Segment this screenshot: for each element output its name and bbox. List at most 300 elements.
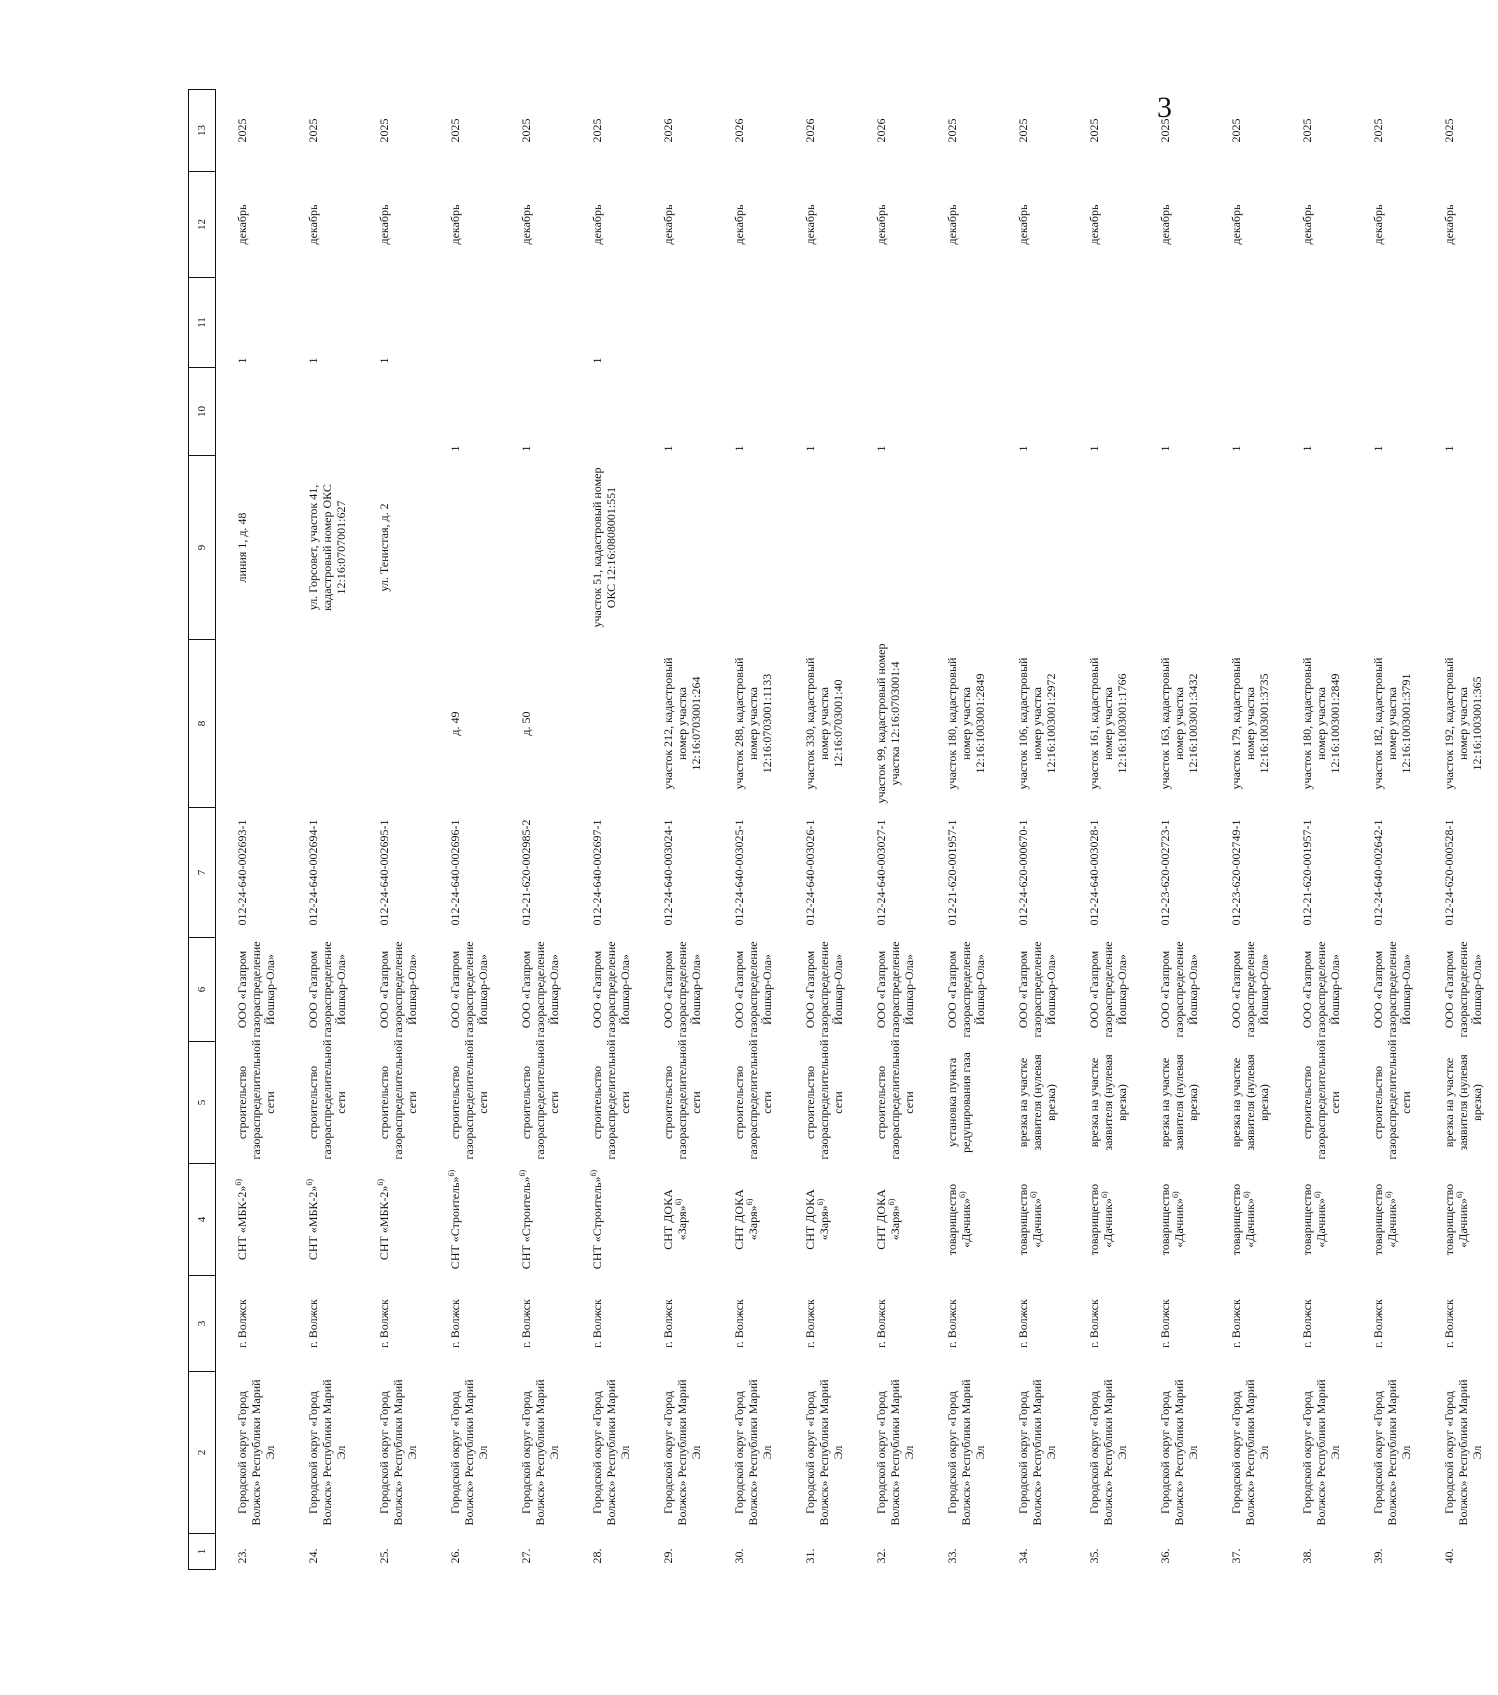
month-cell: декабрь [519, 204, 533, 245]
column-header-12: 12 [189, 172, 216, 278]
count-cell-10 [362, 368, 433, 456]
footnote-marker: 6) [744, 1198, 754, 1206]
address-cell: ул. Тенистая, д. 2 [377, 503, 391, 592]
plot-cell: участок 106, кадастровый номер участка 12:16:1003001:2972 [1016, 657, 1058, 790]
footnote-marker: 6) [957, 1191, 967, 1198]
table-row [1143, 90, 1214, 1570]
work-type-cell: строительство газораспределительной сети [519, 1039, 561, 1160]
code-cell: 012-21-620-002985-2 [519, 819, 533, 926]
owner-name: СНТ ДОКА «Заря» [874, 1189, 902, 1250]
count-cell-10: 1 [1087, 445, 1101, 452]
year-cell: 2025 [590, 118, 604, 143]
district-cell: Городской округ «Город Волжск» Республики Марий Эл [874, 1379, 916, 1526]
count-cell-10: 1 [1371, 445, 1385, 452]
district-cell: Городской округ «Город Волжск» Республики Марий Эл [1229, 1379, 1271, 1526]
owner-name: СНТ ДОКА «Заря» [732, 1189, 760, 1250]
year-cell: 2025 [306, 118, 320, 143]
count-cell-11 [1356, 278, 1427, 368]
owner-name: СНТ «МБК-2» [235, 1185, 249, 1261]
table-row [1072, 90, 1143, 1570]
plot-cell: участок 212, кадастровый номер участка 12:16:0703001:264 [661, 657, 703, 790]
month-cell: декабрь [1300, 204, 1314, 245]
city-cell: г. Волжск [1442, 1299, 1456, 1348]
column-header-13: 13 [189, 90, 216, 172]
city-cell: г. Волжск [661, 1299, 675, 1348]
work-type-cell: врезка на участке заявителя (нулевая врезка) [1158, 1054, 1200, 1151]
row-number: 38. [1300, 1548, 1314, 1564]
year-cell: 2025 [1442, 118, 1456, 143]
city-cell: г. Волжск [803, 1299, 817, 1348]
plot-cell: участок 288, кадастровый номер участка 12:16:0703001:1133 [732, 657, 774, 790]
organization-cell: ООО «Газпром газораспределение Йошкар-Ола» [590, 941, 632, 1038]
year-cell: 2026 [661, 118, 675, 143]
work-type-cell: врезка на участке заявителя (нулевая врезка) [1442, 1054, 1484, 1151]
organization-cell: ООО «Газпром газораспределение Йошкар-Ола» [1371, 941, 1413, 1038]
owner-cell [1356, 1164, 1427, 1276]
district-cell: Городской округ «Город Волжск» Республики Марий Эл [377, 1379, 419, 1526]
owner-cell [575, 1164, 646, 1276]
footnote-marker: 6) [1383, 1191, 1393, 1198]
city-cell: г. Волжск [1158, 1299, 1172, 1348]
owner-name: СНТ «МБК-2» [377, 1185, 391, 1261]
table-row [1001, 90, 1072, 1570]
organization-cell: ООО «Газпром газораспределение Йошкар-Ола» [306, 941, 348, 1038]
work-type-cell: строительство газораспределительной сети [803, 1039, 845, 1160]
footnote-marker: 6) [1241, 1191, 1251, 1198]
count-cell-11: 1 [235, 357, 249, 364]
month-cell: декабрь [1229, 204, 1243, 245]
district-cell: Городской округ «Город Волжск» Республики Марий Эл [590, 1379, 632, 1526]
count-cell-10: 1 [1300, 445, 1314, 452]
city-cell: г. Волжск [377, 1299, 391, 1348]
year-cell: 2025 [1229, 118, 1243, 143]
code-cell: 012-21-620-001957-1 [945, 819, 959, 926]
count-cell-11 [717, 278, 788, 368]
address-cell [859, 456, 930, 640]
month-cell: декабрь [732, 204, 746, 245]
owner-cell [1143, 1164, 1214, 1276]
count-cell-11 [646, 278, 717, 368]
count-cell-11 [1143, 278, 1214, 368]
year-cell: 2025 [1016, 118, 1030, 143]
schedule-table [188, 89, 1498, 1570]
city-cell: г. Волжск [235, 1299, 249, 1348]
city-cell: г. Волжск [874, 1299, 888, 1348]
work-type-cell: строительство газораспределительной сети [377, 1039, 419, 1160]
owner-name: СНТ «Строитель» [590, 1176, 604, 1270]
owner-cell [291, 1164, 362, 1276]
column-header-8: 8 [189, 640, 216, 808]
table-row [646, 90, 717, 1570]
plot-cell: участок 330, кадастровый номер участка 12:16:0703001:40 [803, 657, 845, 790]
district-cell: Городской округ «Город Волжск» Республики Марий Эл [1300, 1379, 1342, 1526]
address-cell [1427, 456, 1498, 640]
count-cell-10: 1 [803, 445, 817, 452]
header-row [189, 90, 216, 1570]
address-cell [1143, 456, 1214, 640]
district-cell: Городской округ «Город Волжск» Республики Марий Эл [1442, 1379, 1484, 1526]
year-cell: 2025 [1158, 118, 1172, 143]
count-cell-10: 1 [1016, 445, 1030, 452]
work-type-cell: строительство газораспределительной сети [306, 1039, 348, 1160]
table-row [1427, 90, 1498, 1570]
column-header-7: 7 [189, 808, 216, 938]
column-header-9: 9 [189, 456, 216, 640]
city-cell: г. Волжск [1087, 1299, 1101, 1348]
count-cell-11 [1072, 278, 1143, 368]
year-cell: 2025 [448, 118, 462, 143]
plot-cell: участок 161, кадастровый номер участка 12:16:1003001:1766 [1087, 657, 1129, 790]
organization-cell: ООО «Газпром газораспределение Йошкар-Ола» [732, 941, 774, 1038]
count-cell-11: 1 [590, 357, 604, 364]
address-cell [504, 456, 575, 640]
row-number: 25. [377, 1548, 391, 1564]
column-header-2: 2 [189, 1372, 216, 1534]
code-cell: 012-24-640-003027-1 [874, 819, 888, 926]
table-row [504, 90, 575, 1570]
count-cell-11: 1 [306, 357, 320, 364]
code-cell: 012-23-620-002749-1 [1229, 819, 1243, 926]
table-body [216, 90, 1498, 1570]
address-cell [1214, 456, 1285, 640]
count-cell-11 [1285, 278, 1356, 368]
plot-cell: участок 180, кадастровый номер участка 12:16:1003001:2849 [945, 657, 987, 790]
owner-cell [930, 1164, 1001, 1276]
count-cell-11 [433, 278, 504, 368]
row-number: 40. [1442, 1548, 1456, 1564]
row-number: 39. [1371, 1548, 1385, 1564]
organization-cell: ООО «Газпром газораспределение Йошкар-Ола» [945, 941, 987, 1038]
owner-cell [1214, 1164, 1285, 1276]
row-number: 27. [519, 1548, 533, 1564]
month-cell: декабрь [803, 204, 817, 245]
table-row [859, 90, 930, 1570]
footnote-marker: 6) [673, 1198, 683, 1206]
address-cell [717, 456, 788, 640]
owner-cell [1285, 1164, 1356, 1276]
city-cell: г. Волжск [590, 1299, 604, 1348]
month-cell: декабрь [1442, 204, 1456, 245]
owner-name: товарищество «Дачник» [1158, 1183, 1186, 1256]
count-cell-11 [1427, 278, 1498, 368]
column-header-6: 6 [189, 938, 216, 1042]
month-cell: декабрь [590, 204, 604, 245]
code-cell: 012-24-620-000528-1 [1442, 819, 1456, 926]
owner-cell [216, 1164, 292, 1276]
count-cell-10: 1 [1158, 445, 1172, 452]
district-cell: Городской округ «Город Волжск» Республики Марий Эл [945, 1379, 987, 1526]
owner-name: СНТ «Строитель» [448, 1176, 462, 1270]
owner-cell [1001, 1164, 1072, 1276]
plot-cell: участок 179, кадастровый номер участка 12:16:1003001:3735 [1229, 657, 1271, 790]
address-cell [646, 456, 717, 640]
organization-cell: ООО «Газпром газораспределение Йошкар-Ола» [1300, 941, 1342, 1038]
month-cell: декабрь [377, 204, 391, 245]
city-cell: г. Волжск [732, 1299, 746, 1348]
owner-name: СНТ «Строитель» [519, 1176, 533, 1270]
district-cell: Городской округ «Город Волжск» Республики Марий Эл [235, 1379, 277, 1526]
footnote-marker: 6) [518, 1169, 527, 1177]
footnote-marker: 6) [1312, 1191, 1322, 1198]
count-cell-11 [1214, 278, 1285, 368]
plot-cell: д. 50 [519, 711, 533, 736]
work-type-cell: врезка на участке заявителя (нулевая врезка) [1229, 1054, 1271, 1151]
district-cell: Городской округ «Город Волжск» Республики Марий Эл [1371, 1379, 1413, 1526]
work-type-cell: врезка на участке заявителя (нулевая врезка) [1016, 1054, 1058, 1151]
row-number: 28. [590, 1548, 604, 1564]
month-cell: декабрь [1158, 204, 1172, 245]
city-cell: г. Волжск [306, 1299, 320, 1348]
owner-name: товарищество «Дачник» [1016, 1183, 1044, 1256]
column-header-1: 1 [189, 1534, 216, 1570]
owner-cell [717, 1164, 788, 1276]
month-cell: декабрь [235, 204, 249, 245]
work-type-cell: строительство газораспределительной сети [732, 1039, 774, 1160]
row-number: 33. [945, 1548, 959, 1564]
code-cell: 012-24-620-000670-1 [1016, 819, 1030, 926]
organization-cell: ООО «Газпром газораспределение Йошкар-Ола» [1016, 941, 1058, 1038]
count-cell-10 [216, 368, 292, 456]
address-cell [1001, 456, 1072, 640]
table-row [362, 90, 433, 1570]
table-row [291, 90, 362, 1570]
owner-name: товарищество «Дачник» [1371, 1183, 1399, 1256]
table-row [717, 90, 788, 1570]
footnote-marker: 6) [886, 1198, 896, 1206]
work-type-cell: строительство газораспределительной сети [590, 1039, 632, 1160]
code-cell: 012-23-620-002723-1 [1158, 819, 1172, 926]
count-cell-11 [1001, 278, 1072, 368]
work-type-cell: строительство газораспределительной сети [235, 1039, 277, 1160]
rotated-table-wrapper [188, 90, 1484, 1570]
organization-cell: ООО «Газпром газораспределение Йошкар-Ола» [519, 941, 561, 1038]
plot-cell [362, 640, 433, 808]
year-cell: 2025 [519, 118, 533, 143]
city-cell: г. Волжск [448, 1299, 462, 1348]
footnote-marker: 6) [589, 1169, 598, 1177]
year-cell: 2025 [1300, 118, 1314, 143]
month-cell: декабрь [306, 204, 320, 245]
organization-cell: ООО «Газпром газораспределение Йошкар-Ола» [377, 941, 419, 1038]
address-cell [1072, 456, 1143, 640]
owner-cell [362, 1164, 433, 1276]
code-cell: 012-24-640-003024-1 [661, 819, 675, 926]
row-number: 35. [1087, 1548, 1101, 1564]
work-type-cell: строительство газораспределительной сети [448, 1039, 490, 1160]
count-cell-10: 1 [448, 445, 462, 452]
row-number: 24. [306, 1548, 320, 1564]
month-cell: декабрь [1016, 204, 1030, 245]
year-cell: 2025 [1087, 118, 1101, 143]
count-cell-10: 1 [874, 445, 888, 452]
year-cell: 2025 [945, 118, 959, 143]
row-number: 26. [448, 1548, 462, 1564]
month-cell: декабрь [661, 204, 675, 245]
count-cell-10 [930, 368, 1001, 456]
code-cell: 012-24-640-003028-1 [1087, 819, 1101, 926]
table-row [1214, 90, 1285, 1570]
owner-name: товарищество «Дачник» [945, 1183, 973, 1256]
city-cell: г. Волжск [1371, 1299, 1385, 1348]
plot-cell: д. 49 [448, 711, 462, 736]
organization-cell: ООО «Газпром газораспределение Йошкар-Ола» [1087, 941, 1129, 1038]
district-cell: Городской округ «Город Волжск» Республики Марий Эл [519, 1379, 561, 1526]
work-type-cell: врезка на участке заявителя (нулевая врезка) [1087, 1054, 1129, 1151]
city-cell: г. Волжск [1300, 1299, 1314, 1348]
footnote-marker: 6) [1099, 1191, 1109, 1198]
owner-name: товарищество «Дачник» [1087, 1183, 1115, 1256]
code-cell: 012-24-640-002695-1 [377, 819, 391, 926]
count-cell-11 [930, 278, 1001, 368]
table-row [216, 90, 292, 1570]
count-cell-10: 1 [732, 445, 746, 452]
row-number: 29. [661, 1548, 675, 1564]
work-type-cell: строительство газораспределительной сети [1371, 1039, 1413, 1160]
footnote-marker: 6) [447, 1169, 456, 1177]
code-cell: 012-24-640-002696-1 [448, 819, 462, 926]
table-row [1285, 90, 1356, 1570]
district-cell: Городской округ «Город Волжск» Республики Марий Эл [1016, 1379, 1058, 1526]
organization-cell: ООО «Газпром газораспределение Йошкар-Ола» [1442, 941, 1484, 1038]
city-cell: г. Волжск [945, 1299, 959, 1348]
owner-cell [646, 1164, 717, 1276]
plot-cell [575, 640, 646, 808]
organization-cell: ООО «Газпром газораспределение Йошкар-Ола» [803, 941, 845, 1038]
work-type-cell: строительство газораспределительной сети [661, 1039, 703, 1160]
district-cell: Городской округ «Город Волжск» Республики Марий Эл [803, 1379, 845, 1526]
page-number: 3 [1157, 91, 1172, 124]
count-cell-10: 1 [661, 445, 675, 452]
year-cell: 2026 [803, 118, 817, 143]
footnote-marker: 6) [1028, 1191, 1038, 1198]
district-cell: Городской округ «Город Волжск» Республики Марий Эл [661, 1379, 703, 1526]
year-cell: 2026 [874, 118, 888, 143]
table-row [575, 90, 646, 1570]
column-header-5: 5 [189, 1042, 216, 1164]
owner-name: товарищество «Дачник» [1229, 1183, 1257, 1256]
owner-cell [1427, 1164, 1498, 1276]
plot-cell: участок 99, кадастровый номер участка 12:16:0703001:4 [874, 643, 902, 804]
count-cell-11 [859, 278, 930, 368]
owner-name: товарищество «Дачник» [1442, 1183, 1470, 1256]
plot-cell: участок 163, кадастровый номер участка 12:16:1003001:3432 [1158, 657, 1200, 790]
plot-cell [291, 640, 362, 808]
code-cell: 012-24-640-002642-1 [1371, 819, 1385, 926]
city-cell: г. Волжск [1016, 1299, 1030, 1348]
organization-cell: ООО «Газпром газораспределение Йошкар-Ола» [235, 941, 277, 1038]
count-cell-11 [788, 278, 859, 368]
code-cell: 012-24-640-003025-1 [732, 819, 746, 926]
table-row [433, 90, 504, 1570]
address-cell [433, 456, 504, 640]
owner-name: СНТ ДОКА «Заря» [661, 1189, 689, 1250]
document-sheet [188, 90, 1484, 1570]
organization-cell: ООО «Газпром газораспределение Йошкар-Ола» [1229, 941, 1271, 1038]
owner-name: товарищество «Дачник» [1300, 1183, 1328, 1256]
month-cell: декабрь [1371, 204, 1385, 245]
address-cell [1285, 456, 1356, 640]
organization-cell: ООО «Газпром газораспределение Йошкар-Ола» [874, 941, 916, 1038]
city-cell: г. Волжск [519, 1299, 533, 1348]
address-cell: участок 51, кадастровый номер ОКС 12:16:0808001:551 [590, 467, 618, 628]
count-cell-10 [291, 368, 362, 456]
table-row [1356, 90, 1427, 1570]
code-cell: 012-24-640-002693-1 [235, 819, 249, 926]
city-cell: г. Волжск [1229, 1299, 1243, 1348]
column-header-4: 4 [189, 1164, 216, 1276]
footnote-marker: 6) [1454, 1191, 1464, 1198]
plot-cell: участок 180, кадастровый номер участка 12:16:1003001:2849 [1300, 657, 1342, 790]
year-cell: 2025 [377, 118, 391, 143]
row-number: 34. [1016, 1548, 1030, 1564]
count-cell-11 [504, 278, 575, 368]
district-cell: Городской округ «Город Волжск» Республики Марий Эл [732, 1379, 774, 1526]
code-cell: 012-24-640-002697-1 [590, 819, 604, 926]
column-header-10: 10 [189, 368, 216, 456]
row-number: 36. [1158, 1548, 1172, 1564]
organization-cell: ООО «Газпром газораспределение Йошкар-Ола» [1158, 941, 1200, 1038]
district-cell: Городской округ «Город Волжск» Республики Марий Эл [1087, 1379, 1129, 1526]
owner-cell [504, 1164, 575, 1276]
count-cell-10 [575, 368, 646, 456]
column-header-11: 11 [189, 278, 216, 368]
count-cell-10: 1 [1442, 445, 1456, 452]
table-row [930, 90, 1001, 1570]
count-cell-11: 1 [377, 357, 391, 364]
footnote-marker: 6) [305, 1178, 314, 1186]
work-type-cell: строительство газораспределительной сети [1300, 1039, 1342, 1160]
footnote-marker: 6) [234, 1178, 243, 1186]
year-cell: 2025 [235, 118, 249, 143]
plot-cell [216, 640, 292, 808]
plot-cell: участок 192, кадастровый номер участка 12:16:1003001:365 [1442, 657, 1484, 790]
address-cell [1356, 456, 1427, 640]
address-cell [788, 456, 859, 640]
work-type-cell: строительство газораспределительной сети [874, 1039, 916, 1160]
month-cell: декабрь [448, 204, 462, 245]
owner-cell [1072, 1164, 1143, 1276]
organization-cell: ООО «Газпром газораспределение Йошкар-Ола» [448, 941, 490, 1038]
code-cell: 012-24-640-003026-1 [803, 819, 817, 926]
footnote-marker: 6) [1170, 1191, 1180, 1198]
owner-name: СНТ ДОКА «Заря» [803, 1189, 831, 1250]
address-cell: ул. Горсовет, участок 41, кадастровый номер ОКС 12:16:0707001:627 [306, 484, 348, 611]
owner-cell [788, 1164, 859, 1276]
code-cell: 012-24-640-002694-1 [306, 819, 320, 926]
work-type-cell: установка пункта редуцирования газа [945, 1052, 973, 1153]
month-cell: декабрь [1087, 204, 1101, 245]
count-cell-10: 1 [519, 445, 533, 452]
footnote-marker: 6) [376, 1178, 385, 1186]
year-cell: 2025 [1371, 118, 1385, 143]
address-cell: линия 1, д. 48 [235, 512, 249, 583]
owner-cell [433, 1164, 504, 1276]
column-header-3: 3 [189, 1276, 216, 1372]
row-number: 37. [1229, 1548, 1243, 1564]
row-number: 32. [874, 1548, 888, 1564]
district-cell: Городской округ «Город Волжск» Республики Марий Эл [1158, 1379, 1200, 1526]
table-row [788, 90, 859, 1570]
row-number: 30. [732, 1548, 746, 1564]
district-cell: Городской округ «Город Волжск» Республики Марий Эл [306, 1379, 348, 1526]
year-cell: 2026 [732, 118, 746, 143]
district-cell: Городской округ «Город Волжск» Республики Марий Эл [448, 1379, 490, 1526]
address-cell [930, 456, 1001, 640]
code-cell: 012-21-620-001957-1 [1300, 819, 1314, 926]
plot-cell: участок 182, кадастровый номер участка 12:16:1003001:3791 [1371, 657, 1413, 790]
month-cell: декабрь [945, 204, 959, 245]
owner-name: СНТ «МБК-2» [306, 1185, 320, 1261]
